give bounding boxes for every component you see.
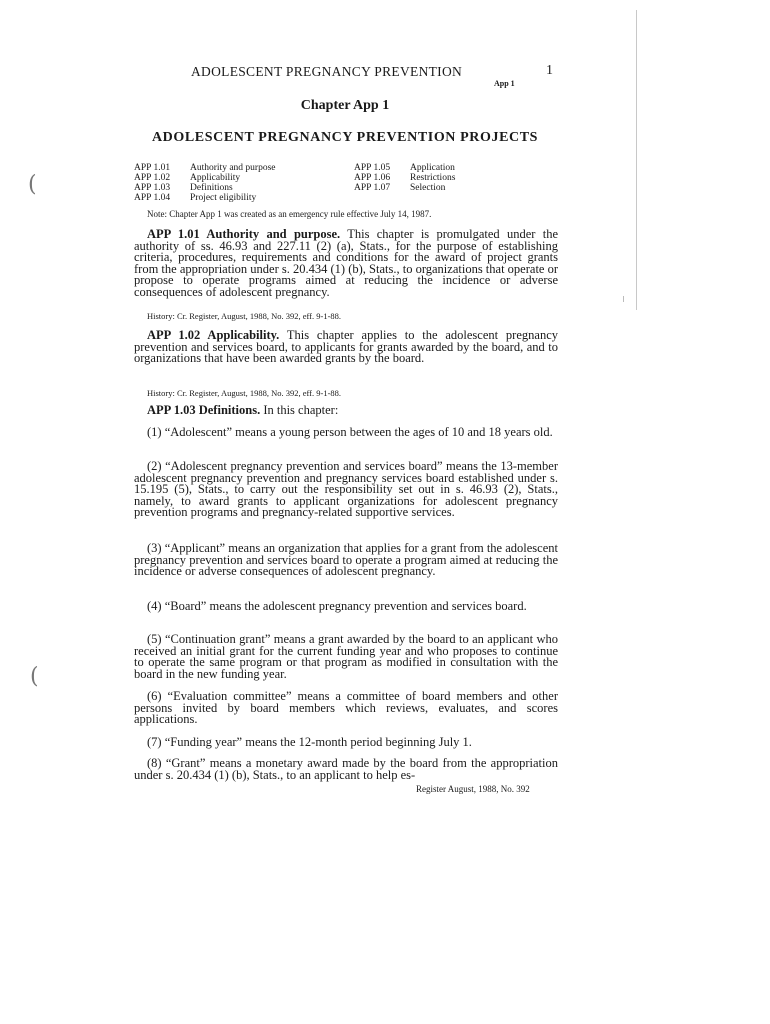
toc-left-column: [134, 163, 276, 203]
section-history: History: Cr. Register, August, 1988, No. 392, eff. 9-1-88.: [147, 388, 342, 398]
definition-3: (3) “Applicant” means an organization that applies for a grant from the adolescent pregnancy prevention and services board to operate a program aimed at reducing the incidence or adverse consequences of adolescent pregnancy.: [134, 541, 558, 579]
toc-number: APP 1.01: [134, 163, 171, 173]
toc-label: Definitions: [190, 183, 233, 193]
page-number: 1: [546, 63, 553, 78]
section-heading: APP 1.02 Applicability.: [147, 328, 280, 342]
toc-number: APP 1.02: [134, 173, 171, 183]
toc-right-column: [354, 163, 455, 193]
toc-number: APP 1.04: [134, 193, 171, 203]
toc-number: APP 1.03: [134, 183, 171, 193]
definition-8: (8) “Grant” means a monetary award made by the board from the appropriation under s. 20.434 (1) (b), Stats., to an applicant to help es-: [134, 756, 558, 782]
section-heading: APP 1.01 Authority and purpose.: [147, 227, 341, 241]
chapter-note: Note: Chapter App 1 was created as an emergency rule effective July 14, 1987.: [147, 209, 432, 219]
margin-mark: (: [28, 172, 37, 197]
toc-label: Selection: [410, 183, 446, 193]
definition-6: (6) “Evaluation committee” means a committee of board members and other persons invited by board members which reviews, evaluates, and scores applications.: [134, 689, 558, 727]
chapter-tag: App 1: [494, 79, 515, 88]
section-1-02: [134, 330, 558, 365]
margin-mark: (: [30, 664, 39, 689]
chapter-heading: Chapter App 1: [300, 98, 390, 113]
toc-label: Restrictions: [410, 173, 456, 183]
section-1-01: [134, 229, 558, 299]
register-footer: Register August, 1988, No. 392: [416, 784, 530, 794]
section-history: History: Cr. Register, August, 1988, No. 392, eff. 9-1-88.: [147, 311, 342, 321]
document-title: ADOLESCENT PREGNANCY PREVENTION PROJECTS: [151, 130, 539, 145]
toc-number: APP 1.06: [354, 173, 391, 183]
section-1-03: [134, 405, 558, 417]
toc-number: APP 1.07: [354, 183, 391, 193]
definition-5: (5) “Continuation grant” means a grant awarded by the board to an applicant who received an initial grant for the current funding year and who proposes to continue to operate the same program or that program as modified in consultation with the board in the new funding year.: [134, 632, 558, 681]
toc-label: Project eligibility: [190, 193, 257, 203]
section-heading: APP 1.03 Definitions.: [147, 403, 261, 417]
toc-label: Applicability: [190, 173, 241, 183]
toc-item: [354, 183, 455, 193]
section-text: This chapter applies to the adolescent pregnancy prevention and services board, to applicants for grants awarded by the board, and to organizations that have been awarded grants by the board.: [134, 328, 558, 366]
toc-item: [134, 193, 276, 203]
running-head: ADOLESCENT PREGNANCY PREVENTION: [191, 64, 463, 79]
definition-7: (7) “Funding year” means the 12-month period beginning July 1.: [147, 735, 472, 749]
toc-item: [354, 163, 455, 173]
definition-2: (2) “Adolescent pregnancy prevention and services board” means the 13-member adolescent pregnancy prevention and pregnancy services board established under s. 15.195 (5), Stats., to carry out the responsibility set out in s. 46.93 (2), Stats., namely, to award grants to applicant organizations for adolescent pregnancy prevention programs and pregnancy-related supportive services.: [134, 459, 558, 520]
toc-item: [134, 183, 276, 193]
toc-label: Authority and purpose: [190, 163, 276, 173]
scan-edge-line: [636, 10, 637, 310]
section-text: This chapter is promulgated under the authority of ss. 46.93 and 227.11 (2) (a), Stats., for the purpose of establishing criteria, procedures, requirements and conditions for the award of project grants from the appropriation under s. 20.434 (1) (b), Stats., to organizations that operate or propose to operate programs aimed at reducing the incidence or adverse consequences of adolescent pregnancy.: [134, 227, 558, 299]
toc-item: [354, 173, 455, 183]
toc-item: [134, 163, 276, 173]
definition-4: (4) “Board” means the adolescent pregnancy prevention and services board.: [147, 599, 527, 613]
toc-label: Application: [410, 163, 455, 173]
section-text: In this chapter:: [260, 403, 339, 417]
toc-number: APP 1.05: [354, 163, 391, 173]
definition-1: (1) “Adolescent” means a young person between the ages of 10 and 18 years old.: [147, 425, 553, 439]
toc-item: [134, 173, 276, 183]
scan-mark: [623, 296, 624, 302]
